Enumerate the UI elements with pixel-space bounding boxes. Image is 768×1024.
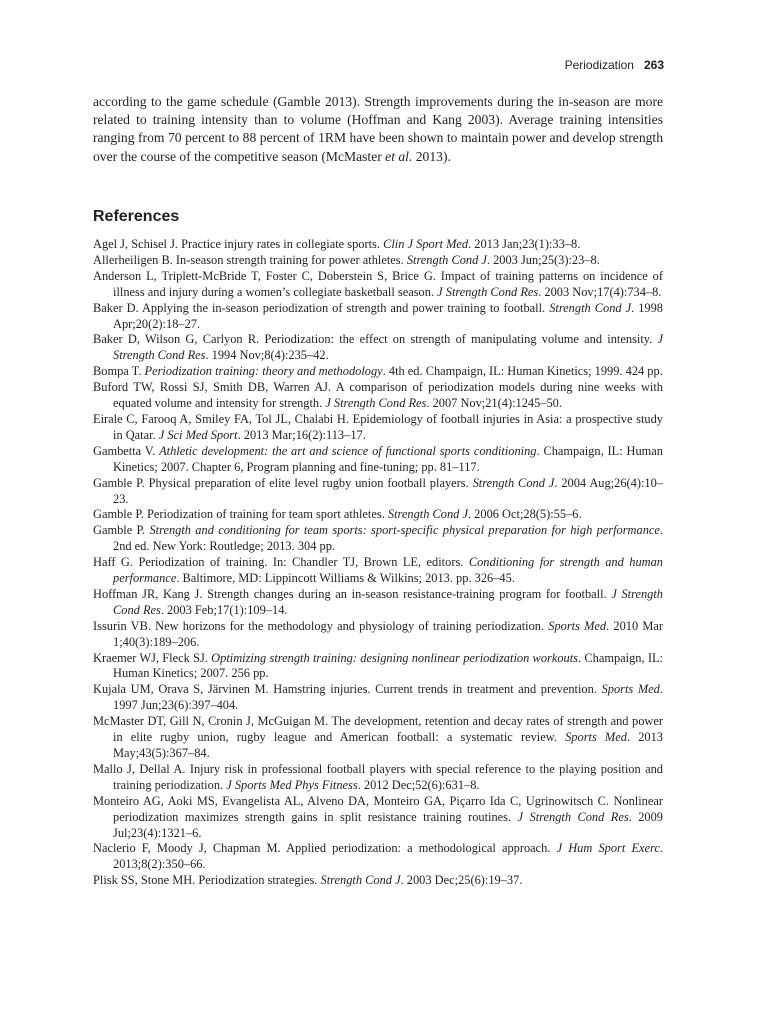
reference-text: Mallo J, Dellal A. Injury risk in professional football players with special reference to the playing position and training periodization. <box>93 761 663 792</box>
reference-item <box>93 682 663 714</box>
reference-details: . 1997 Jun;23(6):397–404. <box>113 682 663 713</box>
reference-text: Naclerio F, Moody J, Chapman M. Applied periodization: a methodological approach. <box>93 841 557 856</box>
reference-item <box>93 476 663 508</box>
reference-text: Gamble P. <box>93 523 150 538</box>
reference-item <box>93 555 663 587</box>
running-head <box>565 57 664 73</box>
reference-item <box>93 253 663 269</box>
reference-details: . 2012 Dec;52(6):631–8. <box>357 777 480 792</box>
reference-details: . 2006 Oct;28(5):55–6. <box>467 507 582 522</box>
reference-item <box>93 794 663 842</box>
reference-item <box>93 762 663 794</box>
reference-source: Clin J Sport Med <box>383 237 469 251</box>
reference-list <box>93 237 663 889</box>
reference-text: Bompa T. <box>93 364 145 379</box>
reference-details: . Baltimore, MD: Lippincott Williams & Wilkins; 2013. pp. 326–45. <box>176 571 515 586</box>
reference-source: Optimizing strength training: designing nonlinear periodization workouts <box>211 650 578 665</box>
reference-text: Buford TW, Rossi SJ, Smith DB, Warren AJ. A comparison of periodization models during nine weeks with equated volume and intensity for strength. <box>93 380 663 411</box>
reference-text: Kujala UM, Orava S, Järvinen M. Hamstring injuries. Current trends in treatment and prevention. <box>93 682 602 697</box>
reference-item <box>93 301 663 333</box>
reference-details: . 2007 Nov;21(4):1245–50. <box>426 396 562 411</box>
reference-item <box>93 269 663 301</box>
page-number: 263 <box>643 58 664 72</box>
reference-source: J Strength Cond Res <box>517 809 629 824</box>
reference-text: Anderson L, Triplett-McBride T, Foster C, Doberstein S, Brice G. Impact of training patterns on incidence of illness and injury during a women’s collegiate basketball season. <box>93 268 663 299</box>
reference-text: Agel J, Schisel J. Practice injury rates in collegiate sports. <box>93 237 384 251</box>
reference-item <box>93 332 663 364</box>
intro-etal: et al. <box>385 148 413 164</box>
reference-text: Allerheiligen B. In-season strength training for power athletes. <box>93 252 407 267</box>
reference-source: J Sci Med Sport <box>158 427 238 442</box>
reference-item <box>93 841 663 873</box>
reference-details: . 2004 Aug;26(4):10–23. <box>113 475 664 506</box>
reference-source: Periodization training: theory and methodology <box>144 364 383 379</box>
reference-text: Baker D. Applying the in-season periodization of strength and power training to football. <box>93 300 550 315</box>
reference-source: Strength Cond J <box>320 873 401 888</box>
reference-text: Haff G. Periodization of training. In: Chandler TJ, Brown LE, editors. <box>93 555 469 570</box>
reference-source: Strength Cond J <box>406 252 487 267</box>
reference-text: Baker D, Wilson G, Carlyon R. Periodization: the effect on strength of manipulating volume and intensity. <box>93 332 658 347</box>
reference-details: . 2010 Mar 1;40(3):189–206. <box>113 618 663 649</box>
reference-details: . 2003 Jun;25(3):23–8. <box>486 252 600 267</box>
reference-source: Sports Med <box>601 682 660 697</box>
reference-item <box>93 364 663 380</box>
reference-details: . 2013 Mar;16(2):113–17. <box>237 427 366 442</box>
references-heading: References <box>93 208 180 225</box>
reference-item <box>93 412 663 444</box>
reference-source: Athletic development: the art and science of functional sports conditioning <box>159 443 537 458</box>
reference-item <box>93 619 663 651</box>
reference-source: Strength Cond J <box>549 300 632 315</box>
reference-source: J Hum Sport Exerc <box>556 841 660 856</box>
intro-text-end: 2013). <box>412 148 451 164</box>
reference-item <box>93 587 663 619</box>
reference-source: Conditioning for strength and human performance <box>113 555 663 586</box>
reference-item <box>93 523 663 555</box>
reference-details: . Champaign, IL: Human Kinetics; 2007. 256 pp. <box>113 650 664 681</box>
reference-details: . 2003 Feb;17(1):109–14. <box>160 602 288 617</box>
reference-item <box>93 651 663 683</box>
reference-details: . 2013 May;43(5):367–84. <box>113 730 663 760</box>
reference-source: J Sports Med Phys Fitness <box>226 777 358 792</box>
reference-details: . 1998 Apr;20(2):18–27. <box>113 300 664 331</box>
reference-details: . 2003 Nov;17(4):734–8. <box>538 284 662 299</box>
reference-item <box>93 873 663 889</box>
reference-source: J Strength Cond Res <box>113 586 663 617</box>
reference-details: . 2003 Dec;25(6):19–37. <box>400 873 523 888</box>
reference-details: . 4th ed. Champaign, IL: Human Kinetics; 1999. 424 pp. <box>382 364 663 379</box>
reference-text: Plisk SS, Stone MH. Periodization strategies. <box>93 873 321 888</box>
reference-item <box>93 237 663 253</box>
reference-source: Strength Cond J <box>387 507 468 522</box>
reference-details: . 2013;8(2):350–66. <box>113 841 663 872</box>
reference-text: McMaster DT, Gill N, Cronin J, McGuigan M. The development, retention and decay rates of strength and power in elite rugby union, rugby league and American football: a systematic review. <box>93 714 663 745</box>
reference-item <box>93 380 663 412</box>
intro-paragraph <box>93 93 663 166</box>
intro-text: according to the game schedule (Gamble 2013). Strength improvements during the in-season are more related to training intensity than to volume (Hoffman and Kang 2003). Average training intensities ranging from 70 percent to 88 percent of 1RM have been shown to maintain power and develop strength over the course of the competitive season (McMaster <box>93 94 663 164</box>
reference-details: . 1994 Nov;8(4):235–42. <box>205 348 329 363</box>
reference-source: J Strength Cond Res <box>325 396 427 411</box>
reference-item <box>93 714 663 762</box>
reference-details: . Champaign, IL: Human Kinetics; 2007. Chapter 6, Program planning and fine-tuning; pp. 81–117. <box>113 443 663 474</box>
reference-source: Sports Med <box>548 618 607 633</box>
reference-text: Monteiro AG, Aoki MS, Evangelista AL, Alveno DA, Monteiro GA, Piçarro Ida C, Ugrinowitsch C. Nonlinear periodization maximizes strength gains in split resistance training routines. <box>93 793 663 824</box>
reference-text: Gamble P. Periodization of training for team sport athletes. <box>93 507 388 522</box>
reference-text: Gambetta V. <box>93 443 160 458</box>
running-title: Periodization <box>564 58 634 72</box>
reference-source: J Strength Cond Res <box>113 332 663 363</box>
reference-text: Gamble P. Physical preparation of elite level rugby union football players. <box>93 475 473 490</box>
reference-source: Sports Med <box>565 730 627 745</box>
reference-source: J Strength Cond Res <box>437 284 539 299</box>
reference-source: Strength and conditioning for team sports: sport-specific physical preparation for high performance <box>149 523 660 538</box>
reference-text: Kraemer WJ, Fleck SJ. <box>93 650 212 665</box>
reference-details: . 2nd ed. New York: Routledge; 2013. 304 pp. <box>113 523 663 554</box>
reference-source: Strength Cond J <box>472 475 555 490</box>
reference-text: Eirale C, Farooq A, Smiley FA, Tol JL, Chalabi H. Epidemiology of football injuries in Asia: a prospective study in Qatar. <box>93 411 663 442</box>
reference-item <box>93 444 663 476</box>
reference-text: Issurin VB. New horizons for the methodology and physiology of training periodization. <box>93 618 549 633</box>
reference-details: . 2013 Jan;23(1):33–8. <box>468 237 581 251</box>
reference-text: Hoffman JR, Kang J. Strength changes during an in-season resistance-training program for football. <box>93 586 612 601</box>
reference-details: . 2009 Jul;23(4):1321–6. <box>113 809 663 840</box>
reference-item <box>93 507 663 523</box>
